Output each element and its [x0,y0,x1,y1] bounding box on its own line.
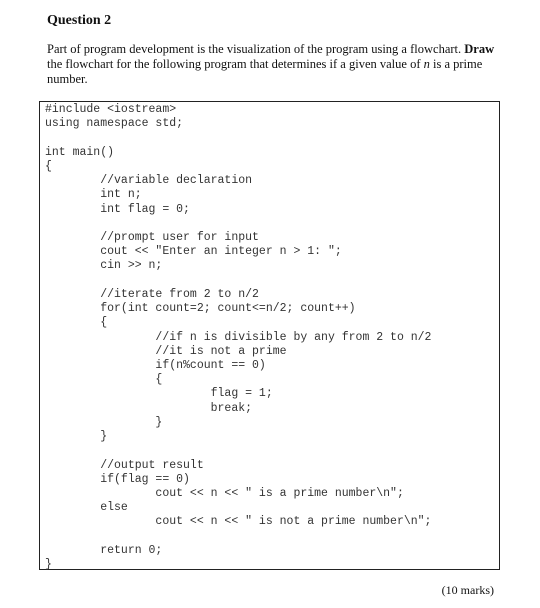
code-listing [39,101,500,570]
code-line: break; [45,401,253,415]
code-line: if(n%count == 0) [45,358,266,372]
code-line: using namespace std; [45,117,184,131]
code-line: #include <iostream> [45,103,177,116]
question-intro: Part of program development is the visualization of the program using a flowchart. [47,42,462,56]
code-line: cout << n << " is a prime number\n"; [45,486,404,500]
draw-keyword: Draw [464,42,495,56]
code-line: cout << "Enter an integer n > 1: "; [45,245,342,259]
code-line: cin >> n; [45,259,163,273]
code-line: //iterate from 2 to n/2 [45,287,259,301]
variable-n: n [423,57,430,71]
question-title: Question 2 [47,13,112,28]
code-line: if(flag == 0) [45,472,190,486]
code-line: } [45,415,163,429]
code-line: { [45,159,52,173]
question-task: the flowchart for the following program that determines if a given value of [47,57,424,71]
code-line: else [45,501,128,515]
code-line: } [45,430,108,444]
code-line: //if n is divisible by any from 2 to n/2 [45,330,432,344]
code-line: int n; [45,188,142,202]
code-line: flag = 1; [45,387,273,401]
code-line: //it is not a prime [45,344,287,358]
code-line: for(int count=2; count<=n/2; count++) [45,302,356,316]
code-line: return 0; [45,543,163,557]
code-line: //prompt user for input [45,230,259,244]
code-line: { [45,373,163,387]
code-line: //variable declaration [45,174,253,188]
code-line: int flag = 0; [45,202,190,216]
code-line: { [45,316,108,330]
code-line: int main() [45,145,115,159]
code-line: cout << n << " is not a prime number\n"; [45,515,432,529]
marks-label: (10 marks) [441,583,494,597]
code-line: //output result [45,458,204,472]
code-line: } [45,558,52,572]
question-text [47,42,499,87]
question-task-end: is a prime number. [47,57,483,86]
